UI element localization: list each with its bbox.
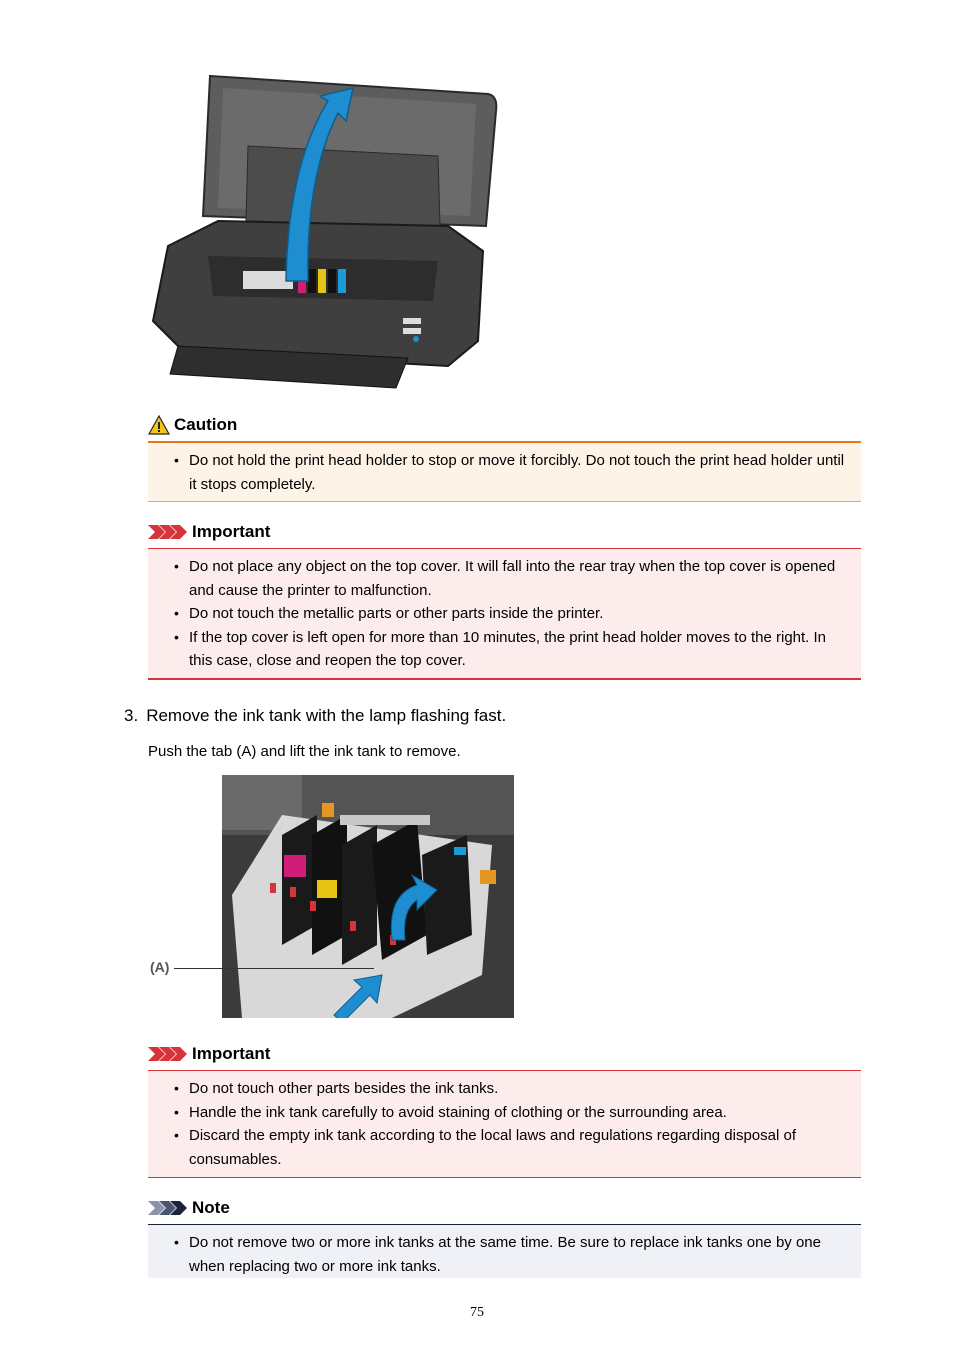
caution-title: Caution <box>174 415 238 434</box>
list-item: • Do not hold the print head holder to stop or move it forcibly. Do not touch the print head holder until it stops completely. <box>148 449 861 496</box>
important-box <box>148 1070 861 1178</box>
note-header <box>148 1197 230 1219</box>
important-header <box>148 521 270 543</box>
printer-open-cover-illustration <box>148 66 498 392</box>
list-item: • Handle the ink tank carefully to avoid staining of clothing or the surrounding area. <box>148 1101 861 1125</box>
substep-text: Push the tab (A) and lift the ink tank to remove. <box>148 743 461 760</box>
list-item: • Discard the empty ink tank according to the local laws and regulations regarding disposal of consumables. <box>148 1124 861 1171</box>
note-title: Note <box>192 1198 230 1217</box>
step-heading <box>124 706 506 726</box>
important-chevrons-icon <box>148 524 188 540</box>
list-item: • Do not touch the metallic parts or other parts inside the printer. <box>148 602 861 626</box>
list-item: • Do not place any object on the top cover. It will fall into the rear tray when the top cover is opened and cause the printer to malfunction. <box>148 555 861 602</box>
important-header <box>148 1043 270 1065</box>
important-title: Important <box>192 1044 271 1063</box>
list-item: • Do not touch other parts besides the ink tanks. <box>148 1077 861 1101</box>
tab-a-leader-line <box>174 968 374 969</box>
caution-header <box>148 414 237 436</box>
ink-tank-removal-photo <box>222 775 514 1018</box>
note-box <box>148 1224 861 1278</box>
step-text: Remove the ink tank with the lamp flashing fast. <box>146 706 507 725</box>
important-box <box>148 548 861 680</box>
tab-a-label: (A) <box>150 959 170 975</box>
list-item: • If the top cover is left open for more than 10 minutes, the print head holder moves to the right. In this case, close and reopen the top cover. <box>148 626 861 673</box>
caution-box <box>148 441 861 502</box>
warning-triangle-icon <box>148 415 170 435</box>
important-chevrons-icon <box>148 1046 188 1062</box>
important-title: Important <box>192 522 271 541</box>
step-number: 3. <box>124 706 139 725</box>
note-chevrons-icon <box>148 1200 188 1216</box>
list-item: • Do not remove two or more ink tanks at the same time. Be sure to replace ink tanks one by one when replacing two or more ink tanks. <box>148 1231 861 1278</box>
page-number: 75 <box>470 1305 484 1320</box>
